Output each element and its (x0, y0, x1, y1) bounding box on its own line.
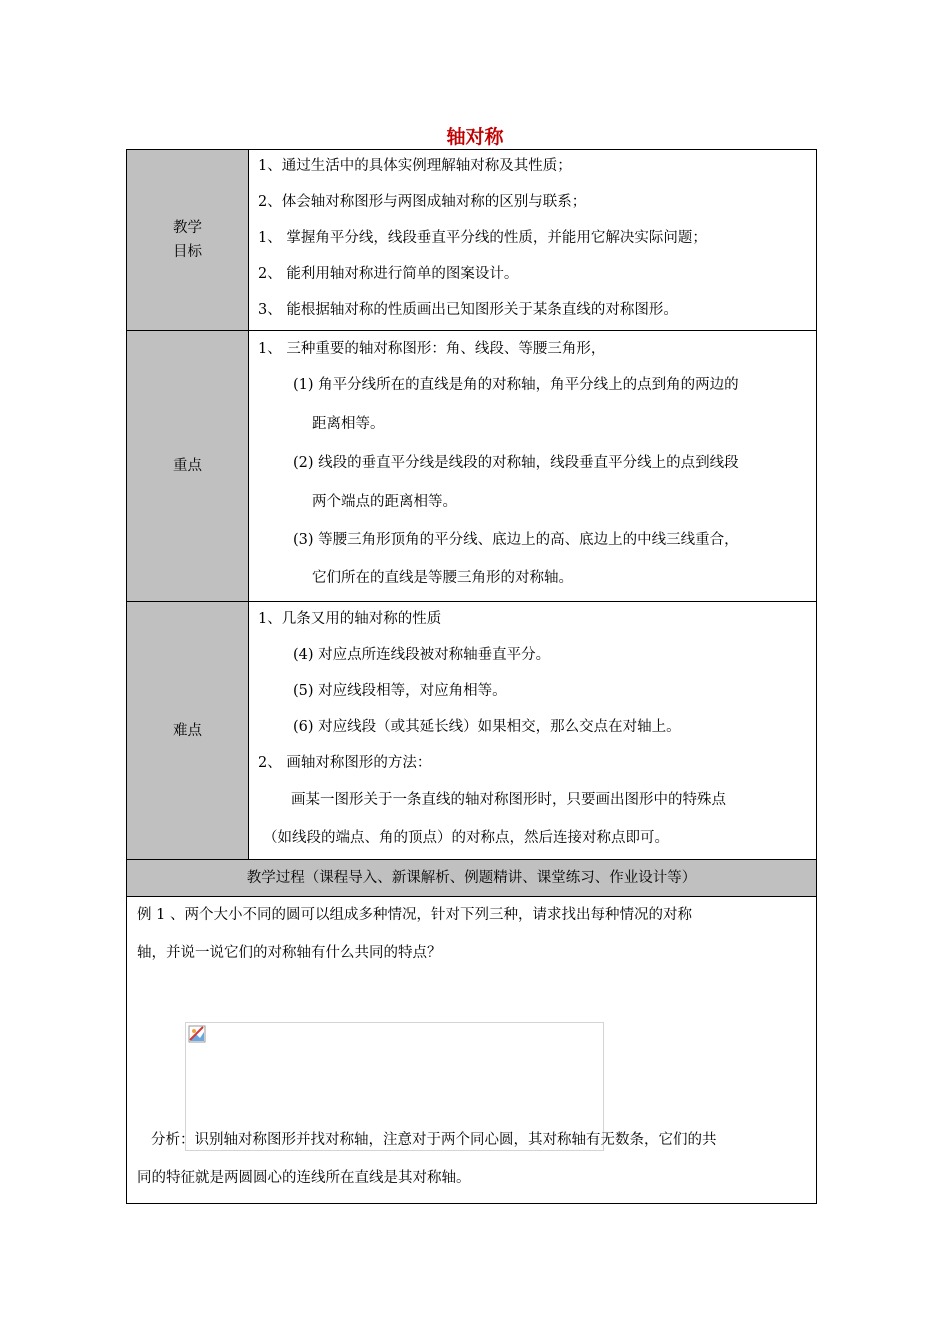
key-point-line: (2) 线段的垂直平分线是线段的对称轴，线段垂直平分线上的点到线段 (293, 455, 739, 471)
example-row (127, 897, 817, 1204)
goals-content (249, 150, 817, 331)
example-content (127, 897, 817, 1204)
analysis-line: 分析：识别轴对称图形并找对称轴，注意对于两个同心圆，其对称轴有无数条，它们的共 (151, 1132, 717, 1148)
page-title: 轴对称 (446, 126, 504, 148)
process-header: 教学过程（课程导入、新课解析、例题精讲、课堂练习、作业设计等） (127, 860, 817, 897)
key-points-label: 重点 (127, 331, 249, 602)
difficulties-content (249, 602, 817, 860)
difficulty-line: (4) 对应点所连线段被对称轴垂直平分。 (293, 647, 551, 663)
goals-label-line1: 教学 (173, 220, 202, 236)
key-point-line: 两个端点的距离相等。 (312, 494, 457, 510)
difficulty-line: 2、 画轴对称图形的方法： (258, 755, 432, 771)
process-row (127, 860, 817, 897)
key-points-content (249, 331, 817, 602)
goal-item: 2、 能利用轴对称进行简单的图案设计。 (258, 266, 519, 282)
difficulties-row (127, 602, 817, 860)
goals-label (127, 150, 249, 331)
goal-item: 1、通过生活中的具体实例理解轴对称及其性质； (258, 158, 572, 174)
key-points-row (127, 331, 817, 602)
goal-item: 2、体会轴对称图形与两图成轴对称的区别与联系； (258, 194, 587, 210)
analysis-line: 同的特征就是两圆圆心的连线所在直线是其对称轴。 (137, 1170, 471, 1186)
broken-image-icon (188, 1025, 206, 1043)
key-point-line: 距离相等。 (312, 416, 385, 432)
difficulty-line: （如线段的端点、角的顶点）的对称点，然后连接对称点即可。 (263, 830, 669, 846)
difficulty-line: 画某一图形关于一条直线的轴对称图形时，只要画出图形中的特殊点 (291, 792, 726, 808)
goals-label-line2: 目标 (173, 244, 202, 260)
example-line: 例 1 、两个大小不同的圆可以组成多种情况，针对下列三种，请求找出每种情况的对称 (137, 907, 692, 923)
difficulty-line: 1、几条又用的轴对称的性质 (258, 611, 442, 627)
difficulty-line: (6) 对应线段（或其延长线）如果相交，那么交点在对轴上。 (293, 719, 681, 735)
key-point-line: 1、 三种重要的轴对称图形：角、线段、等腰三角形， (258, 341, 606, 357)
key-point-line: (3) 等腰三角形顶角的平分线、底边上的高、底边上的中线三线重合， (293, 532, 739, 548)
key-point-line: 它们所在的直线是等腰三角形的对称轴。 (312, 570, 573, 586)
goal-item: 3、 能根据轴对称的性质画出已知图形关于某条直线的对称图形。 (258, 302, 678, 318)
lesson-table (126, 149, 817, 1204)
difficulty-line: (5) 对应线段相等，对应角相等。 (293, 683, 507, 699)
goal-item: 1、 掌握角平分线，线段垂直平分线的性质，并能用它解决实际问题； (258, 230, 707, 246)
example-line: 轴，并说一说它们的对称轴有什么共同的特点？ (137, 945, 442, 961)
goals-row (127, 150, 817, 331)
key-point-line: (1) 角平分线所在的直线是角的对称轴，角平分线上的点到角的两边的 (293, 377, 739, 393)
difficulties-label: 难点 (127, 602, 249, 860)
